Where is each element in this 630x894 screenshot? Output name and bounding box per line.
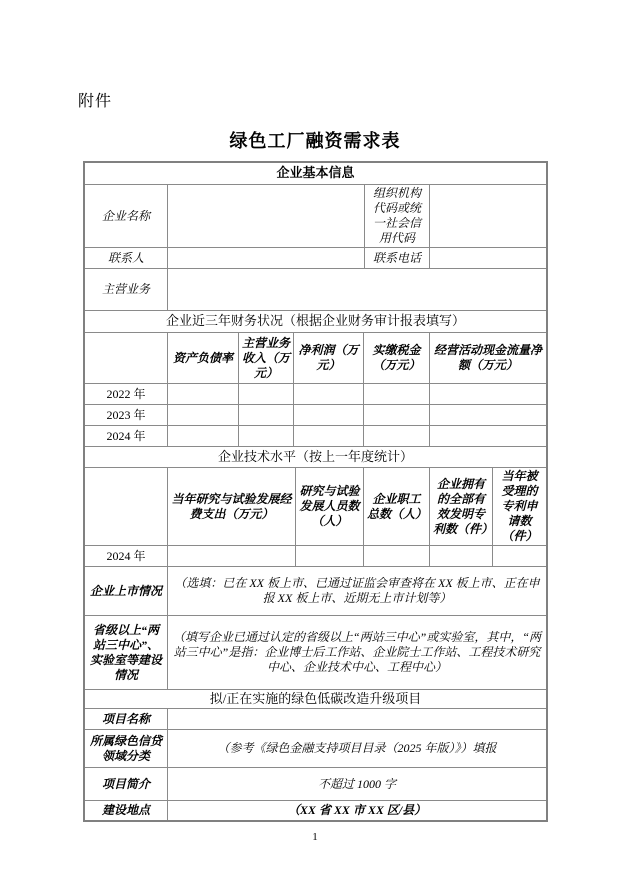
phone-input-cell[interactable] <box>429 248 546 268</box>
finance-2024-paid-tax-cell[interactable] <box>363 426 429 446</box>
row-main-business <box>85 268 546 310</box>
section-title-basic-info: 企业基本信息 <box>276 165 355 181</box>
row-listing-status <box>85 566 546 615</box>
finance-2023-cash-flow-cell[interactable] <box>429 405 546 425</box>
finance-2024-cash-flow-cell[interactable] <box>429 426 546 446</box>
construction-location-hint-cell[interactable]: （XX 省 XX 市 XX 区/县） <box>167 801 546 820</box>
project-brief-label: 项目简介 <box>101 776 150 791</box>
finance-header-net-profit: 净利润（万元） <box>293 333 363 383</box>
finance-header-main-income: 主营业务收入（万元） <box>238 333 293 383</box>
row-green-credit-category <box>85 729 546 767</box>
main-business-label: 主营业务 <box>101 282 150 296</box>
section-finance <box>85 310 546 332</box>
finance-2023-debt-ratio-cell[interactable] <box>167 405 238 425</box>
finance-2024-main-income-cell[interactable] <box>238 426 293 446</box>
row-contact <box>85 247 546 268</box>
section-technology <box>85 446 546 467</box>
technology-header-rd-staff: 研究与试验发展人员数（人） <box>295 468 363 545</box>
year-label-2022: 2022 年 <box>106 386 146 401</box>
technology-header-empty <box>85 468 167 545</box>
technology-header-row <box>85 467 546 545</box>
row-construction-location <box>85 800 546 820</box>
finance-row-2024 <box>85 425 546 446</box>
technology-2024-valid-patents-cell[interactable] <box>429 546 492 566</box>
listing-status-hint-cell[interactable]: （选填：已在 XX 板上市、已通过证监会审查将在 XX 板上市、正在申报 XX 板上市、近期无上市计划等） <box>167 567 546 615</box>
technology-year-label-2024: 2024 年 <box>106 548 146 563</box>
project-name-label: 项目名称 <box>101 711 150 726</box>
main-business-input-cell[interactable] <box>167 269 546 310</box>
finance-2023-paid-tax-cell[interactable] <box>363 405 429 425</box>
project-name-input-cell[interactable] <box>167 709 546 729</box>
row-company-name <box>85 184 546 247</box>
row-project-name <box>85 708 546 729</box>
company-name-label: 企业名称 <box>101 208 150 223</box>
row-stations-centers <box>85 615 546 689</box>
financing-demand-table <box>83 161 548 822</box>
technology-2024-rd-expense-cell[interactable] <box>167 546 295 566</box>
section-project <box>85 689 546 708</box>
finance-2022-net-profit-cell[interactable] <box>293 384 363 404</box>
finance-2024-debt-ratio-cell[interactable] <box>167 426 238 446</box>
technology-header-total-staff: 企业职工总数（人） <box>363 468 429 545</box>
org-code-label: 组织机构代码或统一社会信用代码 <box>364 185 429 247</box>
section-title-technology: 企业技术水平（按上一年度统计） <box>217 448 413 464</box>
green-credit-category-hint-cell[interactable]: （参考《绿色金融支持项目目录（2025 年版）》）填报 <box>167 730 546 767</box>
finance-2022-main-income-cell[interactable] <box>238 384 293 404</box>
technology-header-rd-expense: 当年研究与试验发展经费支出（万元） <box>167 468 295 545</box>
finance-2023-net-profit-cell[interactable] <box>293 405 363 425</box>
finance-row-2023 <box>85 404 546 425</box>
page-title: 绿色工厂融资需求表 <box>229 131 401 151</box>
phone-label: 联系电话 <box>364 248 429 268</box>
finance-header-row <box>85 332 546 383</box>
project-brief-hint-cell[interactable]: 不超过 1000 字 <box>167 768 546 800</box>
section-basic-info <box>85 163 546 184</box>
finance-header-cash-flow: 经营活动现金流量净额（万元） <box>429 333 546 383</box>
finance-header-empty <box>85 333 167 383</box>
listing-status-label: 企业上市情况 <box>89 583 162 598</box>
finance-2023-main-income-cell[interactable] <box>238 405 293 425</box>
finance-2024-net-profit-cell[interactable] <box>293 426 363 446</box>
year-label-2023: 2023 年 <box>106 407 146 422</box>
year-label-2024: 2024 年 <box>106 428 146 443</box>
finance-row-2022 <box>85 383 546 404</box>
section-title-project: 拟/正在实施的绿色低碳改造升级项目 <box>209 691 422 706</box>
technology-header-patent-applications: 当年被受理的专利申请数（件） <box>492 468 546 545</box>
technology-row-2024 <box>85 545 546 566</box>
technology-2024-patent-applications-cell[interactable] <box>492 546 546 566</box>
company-name-input-cell[interactable] <box>167 185 364 247</box>
row-project-brief <box>85 767 546 800</box>
finance-2022-paid-tax-cell[interactable] <box>363 384 429 404</box>
section-title-finance: 企业近三年财务状况（根据企业财务审计报表填写） <box>165 313 465 329</box>
finance-header-paid-tax: 实缴税金（万元） <box>363 333 429 383</box>
attachment-label: 附件 <box>78 93 113 110</box>
technology-2024-total-staff-cell[interactable] <box>363 546 429 566</box>
technology-2024-rd-staff-cell[interactable] <box>295 546 363 566</box>
finance-2022-cash-flow-cell[interactable] <box>429 384 546 404</box>
contact-input-cell[interactable] <box>167 248 364 268</box>
page-number: 1 <box>312 831 318 843</box>
finance-2022-debt-ratio-cell[interactable] <box>167 384 238 404</box>
construction-location-label: 建设地点 <box>101 803 150 818</box>
org-code-input-cell[interactable] <box>429 185 546 247</box>
finance-header-debt-ratio: 资产负债率 <box>167 333 238 383</box>
technology-header-valid-patents: 企业拥有的全部有效发明专利数（件） <box>429 468 492 545</box>
stations-centers-label: 省级以上“两站三中心”、实验室等建设情况 <box>89 622 162 682</box>
green-credit-category-label: 所属绿色信贷领域分类 <box>89 733 162 763</box>
contact-label: 联系人 <box>107 250 144 265</box>
stations-centers-hint-cell[interactable]: （填写企业已通过认定的省级以上“两站三中心”或实验室，其中，“两站三中心”是指：企业博士后工作站、企业院士工作站、工程技术研究中心、企业技术中心、工程中心） <box>167 616 546 689</box>
